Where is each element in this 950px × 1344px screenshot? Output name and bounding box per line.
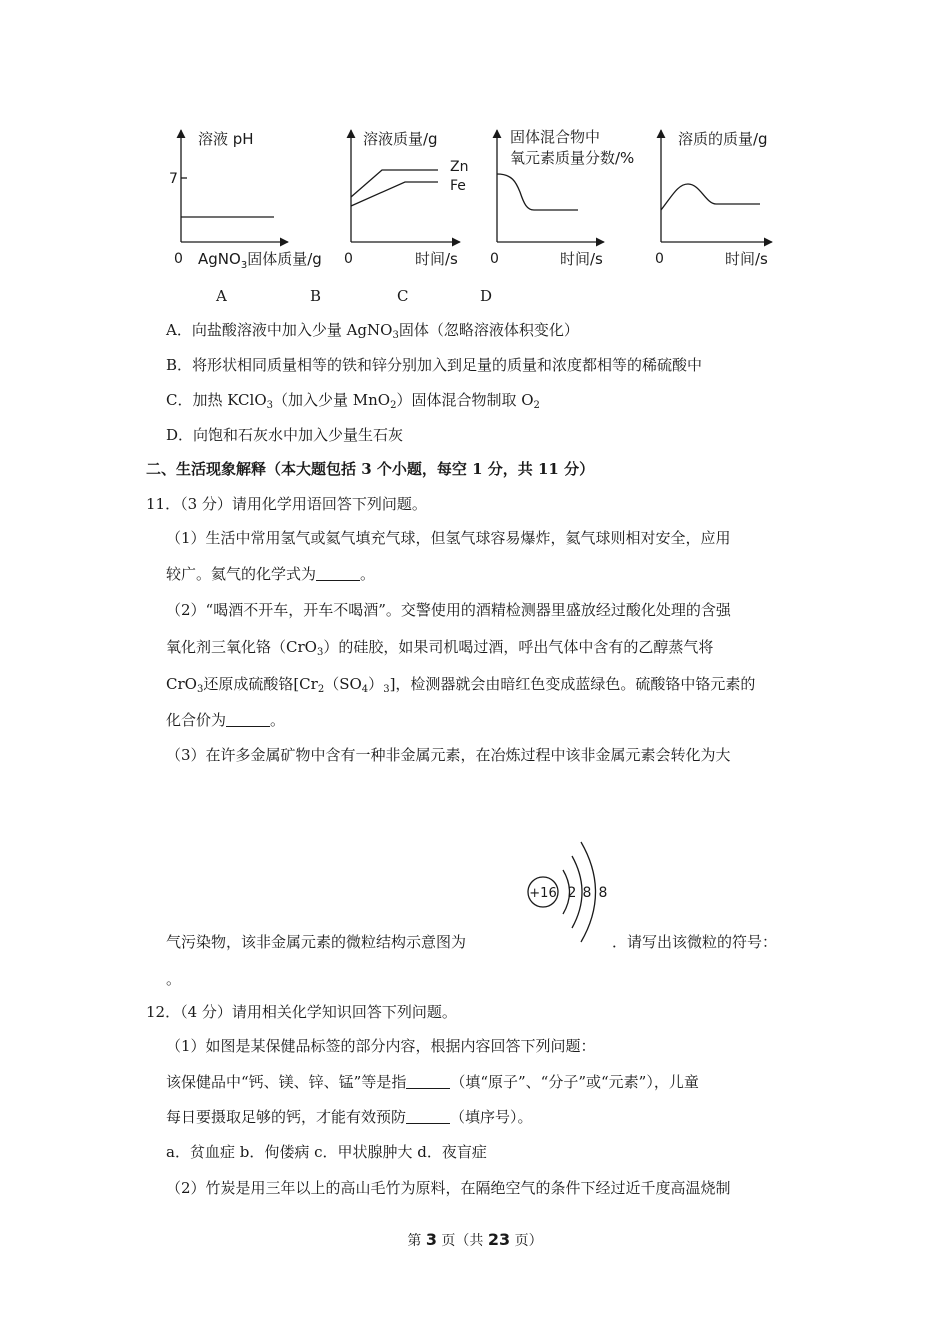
q11-p1-line2: 较广。氦气的化学式为 。 (166, 565, 376, 583)
atom-shell-3: 8 (598, 885, 608, 901)
q11-p3-line2-left: 气污染物，该非金属元素的微粒结构示意图为 (166, 933, 467, 951)
q12-p1-line3: 每日要摄取足够的钙，才能有效预防 （填序号）。 (166, 1108, 533, 1126)
graph-c-origin: 0 (490, 251, 499, 267)
q11-p2-line4: 化合价为 。 (166, 711, 286, 729)
graph-d (655, 130, 772, 268)
graph-b-ylabel: 溶液质量/g (363, 130, 438, 148)
graph-letter-a: A (216, 287, 227, 305)
option-b: B．将形状相同质量相等的铁和锌分别加入到足量的质量和浓度都相等的稀硫酸中 (166, 356, 703, 374)
q12-p2: （2）竹炭是用三年以上的高山毛竹为原料，在隔绝空气的条件下经过近千度高温烧制 (166, 1179, 731, 1197)
q11-stem: 11．（3 分）请用化学用语回答下列问题。 (146, 495, 427, 513)
graph-d-ylabel: 溶质的质量/g (678, 130, 768, 148)
q12-choices: a．贫血症 b．佝偻病 c．甲状腺肿大 d．夜盲症 (166, 1143, 487, 1161)
q11-p2-line2: 氧化剂三氧化铬（CrO$_3$）的硅胶，如果司机喝过酒，呼出气体中含有的乙醇蒸气将 (166, 638, 714, 658)
graph-b (344, 130, 468, 268)
section-heading: 二、生活现象解释（本大题包括 3 个小题，每空 1 分，共 11 分） (146, 460, 595, 478)
graphs-figure (160, 120, 800, 280)
graph-a-ylabel: 溶液 pH (198, 130, 254, 148)
q11-p2-line1: （2）“喝酒不开车，开车不喝酒”。交警使用的酒精检测器里盛放经过酸化处理的含强 (166, 601, 731, 619)
graph-d-origin: 0 (655, 251, 664, 267)
page-number: 3 (425, 1230, 437, 1249)
q12-stem: 12．（4 分）请用相关化学知识回答下列问题。 (146, 1003, 457, 1021)
graph-c-ylabel-line1: 固体混合物中 (510, 128, 601, 146)
q12-p1: （1）如图是某保健品标签的部分内容，根据内容回答下列问题： (166, 1037, 596, 1055)
q12-p1-line2: 该保健品中“钙、镁、锌、锰”等是指 （填“原子”、“分子”或“元素”），儿童 (166, 1073, 699, 1091)
atom-shell-1: 2 (567, 885, 577, 901)
answer-blank[interactable] (226, 712, 270, 727)
answer-blank[interactable] (316, 566, 360, 581)
page-total: 23 (487, 1230, 511, 1249)
answer-blank[interactable] (406, 1074, 450, 1089)
q11-p3-line3: 。 (166, 970, 182, 988)
graph-a-xlabel: AgNO$_3$固体质量/g (198, 250, 322, 271)
graph-c-curve (497, 174, 578, 210)
atom-shell-2: 8 (582, 885, 592, 901)
option-a: A．向盐酸溶液中加入少量 AgNO$_3$固体（忽略溶液体积变化） (166, 321, 579, 341)
graph-b-xlabel: 时间/s (415, 250, 458, 268)
q11-p1-line1: （1）生活中常用氢气或氦气填充气球，但氢气球容易爆炸，氦气球则相对安全，应用 (166, 529, 731, 547)
graph-b-series-zn: Zn (450, 159, 469, 175)
graph-c-xlabel: 时间/s (560, 250, 603, 268)
page-footer: 第 3 页（共 23 页） (407, 1230, 543, 1249)
q11-p2-line3: CrO$_3$还原成硫酸铬$[Cr_2(SO_4)_3]$，检测器就会由暗红色变成蓝绿色。硫酸铬中铬元素的 (166, 675, 756, 695)
graph-c-ylabel-line2: 氧元素质量分数/% (510, 149, 635, 167)
graph-b-origin: 0 (344, 251, 353, 267)
graph-b-series-fe: Fe (450, 178, 466, 194)
graph-letter-c: C (397, 287, 409, 305)
answer-blank[interactable] (406, 1109, 450, 1124)
q11-p3-line2-right: ．请写出该微粒的符号： (612, 933, 778, 951)
graph-d-xlabel: 时间/s (725, 250, 768, 268)
option-d: D．向饱和石灰水中加入少量生石灰 (166, 426, 404, 444)
atom-nucleus-charge: +16 (529, 886, 557, 901)
graph-letter-d: D (480, 287, 493, 305)
graph-a-origin: 0 (174, 251, 183, 267)
graph-c (490, 128, 634, 268)
q11-p3-line1: （3）在许多金属矿物中含有一种非金属元素，在冶炼过程中该非金属元素会转化为大 (166, 746, 731, 764)
graph-d-curve (661, 184, 760, 210)
graph-a (169, 130, 322, 271)
graph-letter-b: B (310, 287, 322, 305)
graph-a-tick-7: 7 (169, 171, 178, 187)
atom-structure-diagram (520, 832, 620, 957)
graph-b-zn-curve (351, 170, 438, 197)
option-c: C．加热 KClO$_3$（加入少量 MnO$_2$）固体混合物制取 $O_2$ (166, 391, 540, 411)
